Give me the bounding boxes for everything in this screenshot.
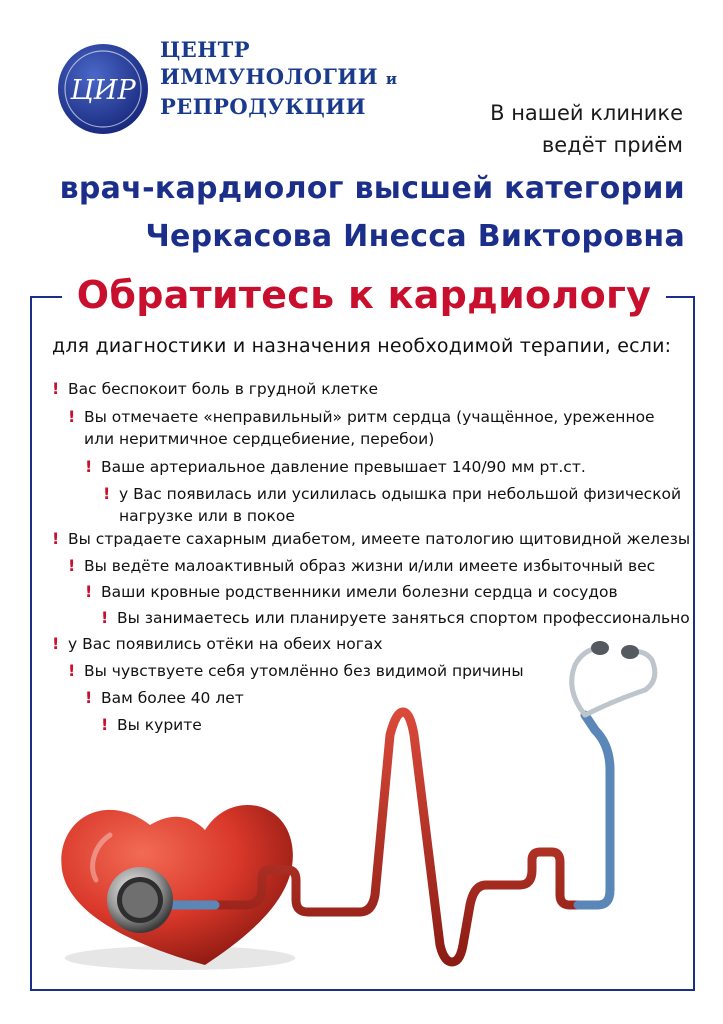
doctor-title: врач-кардиолог высшей категории: [59, 171, 685, 206]
exclamation-icon: !: [68, 661, 76, 680]
list-item: ! Вы чувствуете себя утомлённо без видимой причины: [68, 661, 524, 680]
intro-line1: В нашей клинике: [490, 101, 683, 125]
list-item: ! Ваши кровные родственники имели болезни сердца и сосудов: [85, 582, 618, 601]
exclamation-icon: !: [68, 556, 76, 575]
list-item: ! у Вас появилась или усилилась одышка при небольшой физической нагрузке или в покое: [103, 484, 682, 525]
exclamation-icon: !: [101, 715, 109, 734]
exclamation-icon: !: [103, 484, 111, 503]
clinic-name-line1: ЦЕНТР: [160, 37, 251, 62]
list-item: ! Вы отмечаете «неправильный» ритм сердца (учащённое, уреженное или неритмичное сердцебиение, перебои): [68, 407, 655, 448]
exclamation-icon: !: [68, 407, 76, 426]
list-item: ! Вы страдаете сахарным диабетом, имеете патологию щитовидной железы: [52, 529, 691, 548]
list-item: ! Вам более 40 лет: [85, 688, 244, 707]
list-item: ! Вы курите: [101, 715, 202, 734]
exclamation-icon: !: [85, 582, 93, 601]
list-item: ! Вы занимаетесь или планируете заняться спортом профессионально: [101, 608, 690, 627]
exclamation-icon: !: [85, 457, 93, 476]
exclamation-icon: !: [52, 634, 60, 653]
clinic-name-line2: ИММУНОЛОГИИ: [160, 64, 379, 89]
clinic-name-line3: РЕПРОДУКЦИИ: [160, 94, 367, 119]
doctor-name: Черкасова Инесса Викторовна: [145, 219, 685, 254]
stethoscope-tube: [578, 715, 610, 905]
clinic-name-line2-suffix: и: [385, 70, 398, 88]
list-item: ! Вас беспокоит боль в грудной клетке: [52, 379, 378, 398]
exclamation-icon: !: [101, 608, 109, 627]
list-item: ! у Вас появились отёки на обеих ногах: [52, 634, 383, 653]
subheadline: для диагностики и назначения необходимой терапии, если:: [52, 335, 672, 357]
headline: Обратитесь к кардиологу: [62, 267, 666, 323]
exclamation-icon: !: [52, 379, 60, 398]
exclamation-icon: !: [52, 529, 60, 548]
list-item: ! Вы ведёте малоактивный образ жизни и/или имеете избыточный вес: [68, 556, 656, 575]
logo-monogram: ЦИР: [70, 75, 136, 106]
list-item: ! Ваше артериальное давление превышает 140/90 мм рт.ст.: [85, 457, 586, 476]
exclamation-icon: !: [85, 688, 93, 707]
intro-line2: ведёт приём: [541, 133, 683, 157]
